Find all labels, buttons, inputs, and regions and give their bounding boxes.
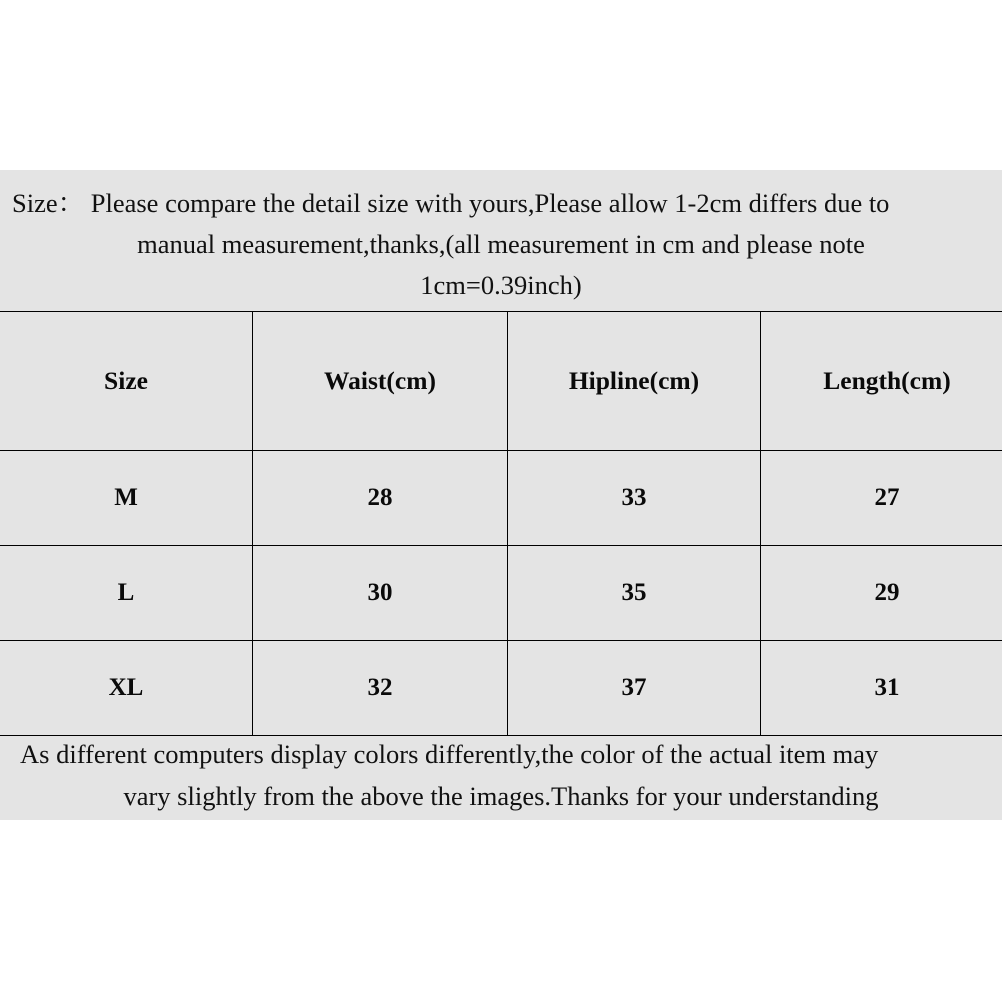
footnote-line-2: vary slightly from the above the images.Thanks for your understanding: [123, 781, 879, 811]
intro-paragraph: [0, 183, 1002, 306]
table-header-row: [0, 312, 1002, 451]
table-header-length: Length(cm): [761, 312, 1002, 451]
table-header-waist: Waist(cm): [253, 312, 508, 451]
cell-waist: 32: [253, 641, 508, 736]
cell-size: XL: [0, 641, 253, 736]
table-row: [0, 451, 1002, 546]
cell-length: 29: [761, 546, 1002, 641]
cell-hipline: 37: [508, 641, 761, 736]
cell-waist: 28: [253, 451, 508, 546]
table-header-size: Size: [0, 312, 253, 451]
intro-line-1: Size： Please compare the detail size with yours,Please allow 1-2cm differs due to: [12, 188, 890, 218]
cell-length: 27: [761, 451, 1002, 546]
table-row: [0, 641, 1002, 736]
cell-hipline: 33: [508, 451, 761, 546]
intro-line-3: 1cm=0.39inch): [420, 270, 582, 300]
cell-length: 31: [761, 641, 1002, 736]
table-header-hipline: Hipline(cm): [508, 312, 761, 451]
cell-size: L: [0, 546, 253, 641]
cell-hipline: 35: [508, 546, 761, 641]
size-table: [0, 311, 1002, 736]
footnote-line-1: As different computers display colors differently,the color of the actual item may: [20, 739, 879, 769]
intro-line-2: manual measurement,thanks,(all measurement in cm and please note: [137, 229, 865, 259]
table-row: [0, 546, 1002, 641]
cell-size: M: [0, 451, 253, 546]
footnote-paragraph: [0, 733, 1002, 817]
cell-waist: 30: [253, 546, 508, 641]
